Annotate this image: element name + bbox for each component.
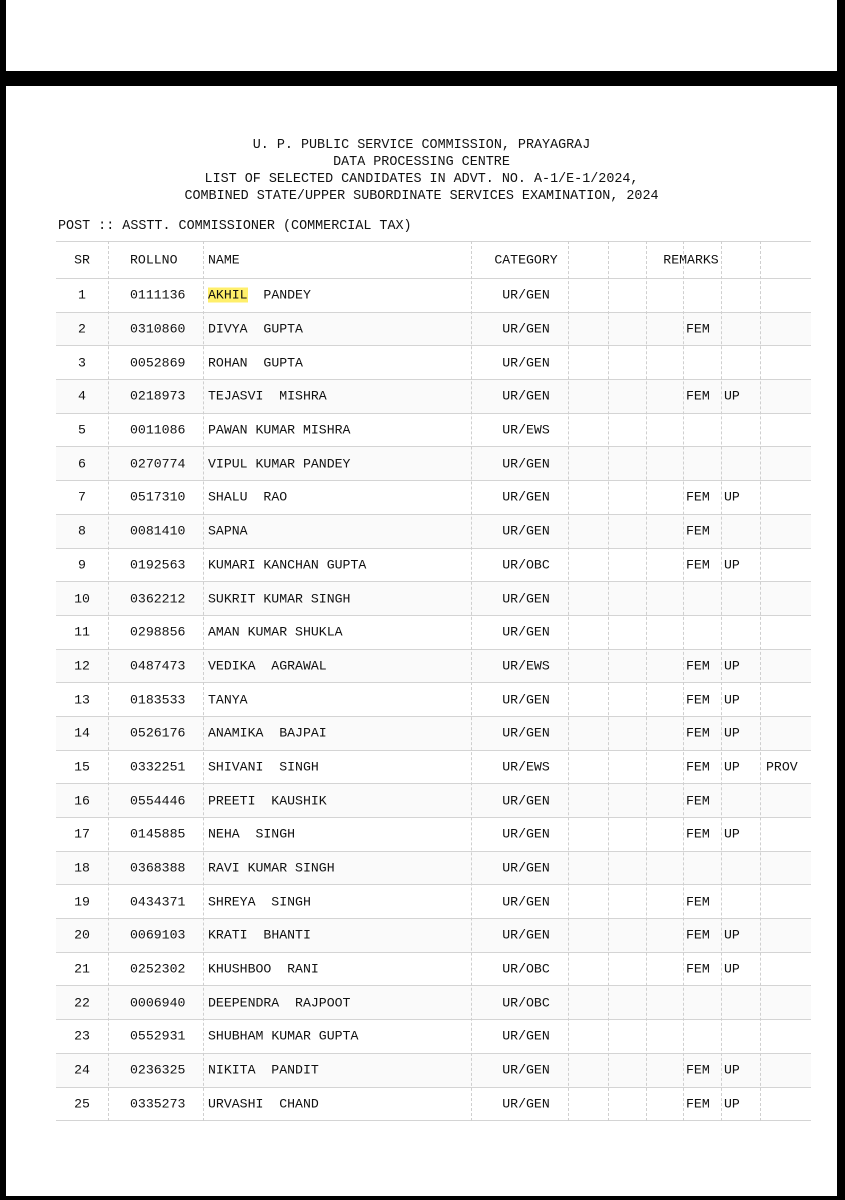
name-rest: CHAND [263,1096,319,1112]
column-divider [683,241,684,1121]
cell-rollno: 0335273 [130,1096,186,1112]
name-first: ROHAN [208,355,248,371]
cell-sr: 15 [74,759,90,775]
cell-name [208,928,311,943]
name-rest: RAO [247,489,288,505]
table-row [56,953,811,987]
cell-category: UR/GEN [502,321,550,337]
cell-name [208,1096,319,1111]
centre-title: DATA PROCESSING CENTRE [333,155,510,170]
table-row [56,1088,811,1122]
cell-category: UR/GEN [502,1028,550,1044]
name-first: TEJASVI [208,388,264,404]
table-row [56,986,811,1020]
cell-category: UR/GEN [502,489,550,505]
table-row [56,515,811,549]
cell-name [208,995,350,1010]
cell-rollno: 0298856 [130,624,186,640]
table-row [56,885,811,919]
cell-rollno: 0069103 [130,927,186,943]
previous-page-fragment [6,0,837,71]
cell-rollno: 0081410 [130,523,186,539]
name-first: KUMARI [208,557,256,573]
cell-remark-fem: FEM [686,826,710,842]
cell-remark-fem: FEM [686,793,710,809]
table-row [56,447,811,481]
column-divider [568,241,569,1121]
cell-remark-fem: FEM [686,388,710,404]
cell-sr: 4 [78,388,86,404]
cell-category: UR/GEN [502,591,550,607]
name-first: VEDIKA [208,658,256,674]
cell-sr: 11 [74,624,90,640]
cell-rollno: 0554446 [130,793,186,809]
name-rest: SINGH [239,826,296,842]
name-rest: RANI [271,961,319,977]
table-row [56,784,811,818]
name-rest: KUMAR MISHRA [247,422,351,438]
cell-remark-fem: FEM [686,759,710,775]
name-rest: MISHRA [263,388,327,404]
column-divider [608,241,609,1121]
cell-remark-fem: FEM [686,557,710,573]
cell-remark-fem: FEM [686,692,710,708]
table-row [56,279,811,313]
name-rest: BAJPAI [263,725,327,741]
cell-remark-fem: FEM [686,725,710,741]
cell-remark-up: UP [724,388,740,404]
name-first: RAVI [208,860,240,876]
cell-category: UR/GEN [502,692,550,708]
cell-sr: 2 [78,321,86,337]
cell-sr: 7 [78,489,86,505]
table-row [56,818,811,852]
cell-sr: 20 [74,927,90,943]
cell-rollno: 0517310 [130,489,186,505]
name-first: PAWAN [208,422,248,438]
cell-category: UR/GEN [502,860,550,876]
cell-rollno: 0236325 [130,1062,186,1078]
cell-remark-up: UP [724,692,740,708]
cell-sr: 22 [74,995,90,1011]
name-rest: KUMAR SINGH [255,591,351,607]
cell-category: UR/GEN [502,355,550,371]
name-first: SHIVANI [208,759,264,775]
name-first: KRATI [208,927,248,943]
cell-name [208,524,248,539]
cell-sr: 17 [74,826,90,842]
cell-rollno: 0011086 [130,422,186,438]
name-rest: KANCHAN GUPTA [255,557,367,573]
cell-category: UR/GEN [502,894,550,910]
cell-name [208,793,327,808]
cell-rollno: 0006940 [130,995,186,1011]
name-rest: SINGH [263,759,319,775]
name-first: NIKITA [208,1062,256,1078]
cell-category: UR/OBC [502,961,550,977]
cell-sr: 6 [78,456,86,472]
cell-category: UR/GEN [502,793,550,809]
cell-name [208,591,350,606]
cell-remark-fem: FEM [686,1096,710,1112]
cell-category: UR/OBC [502,557,550,573]
column-divider [646,241,647,1121]
table-row [56,717,811,751]
name-first: VIPUL [208,456,248,472]
cell-rollno: 0487473 [130,658,186,674]
cell-remark-fem: FEM [686,658,710,674]
name-first: KHUSHBOO [208,961,272,977]
cell-name [208,557,366,572]
post-title: POST :: ASSTT. COMMISSIONER (COMMERCIAL TAX) [58,219,412,234]
cell-name [208,759,319,774]
cell-rollno: 0434371 [130,894,186,910]
cell-name [208,625,343,640]
name-rest: BHANTI [247,927,311,943]
cell-sr: 1 [78,287,86,303]
document-page [6,86,837,1196]
cell-remark-up: UP [724,557,740,573]
name-rest: AGRAWAL [255,658,327,674]
cell-remark-prov: PROV [766,759,798,775]
column-header-rollno: ROLLNO [130,252,178,268]
name-first: DEEPENDRA [208,995,280,1011]
cell-rollno: 0332251 [130,759,186,775]
name-rest: PANDEY [247,287,311,303]
cell-name [208,726,327,741]
list-title: LIST OF SELECTED CANDIDATES IN ADVT. NO. A-1/E-1/2024, [204,172,639,187]
cell-remark-up: UP [724,1062,740,1078]
column-divider [760,241,761,1121]
table-row [56,549,811,583]
exam-title: COMBINED STATE/UPPER SUBORDINATE SERVICES EXAMINATION, 2024 [184,189,659,204]
cell-name [208,1029,358,1044]
cell-rollno: 0145885 [130,826,186,842]
cell-remark-fem: FEM [686,489,710,505]
name-rest: PANDIT [255,1062,319,1078]
cell-remark-up: UP [724,489,740,505]
cell-rollno: 0310860 [130,321,186,337]
name-rest: KUMAR SINGH [239,860,335,876]
cell-rollno: 0252302 [130,961,186,977]
column-divider [721,241,722,1121]
cell-sr: 9 [78,557,86,573]
cell-remark-fem: FEM [686,321,710,337]
cell-name [208,423,350,438]
table-row [56,919,811,953]
column-header-sr: SR [74,252,90,268]
name-first: SHREYA [208,894,256,910]
table-row [56,683,811,717]
table-row [56,1020,811,1054]
name-first: URVASHI [208,1096,264,1112]
column-header-remarks: REMARKS [663,252,719,268]
name-first: PREETI [208,793,256,809]
column-divider [203,241,204,1121]
cell-remark-fem: FEM [686,523,710,539]
cell-name [208,456,350,471]
cell-name [208,658,327,673]
cell-remark-fem: FEM [686,894,710,910]
cell-sr: 12 [74,658,90,674]
cell-remark-up: UP [724,658,740,674]
cell-remark-up: UP [724,961,740,977]
cell-rollno: 0552931 [130,1028,186,1044]
name-rest: KAUSHIK [255,793,327,809]
cell-rollno: 0111136 [130,287,186,303]
name-first: SHALU [208,489,248,505]
table-row [56,481,811,515]
cell-category: UR/EWS [502,422,550,438]
cell-category: UR/GEN [502,456,550,472]
cell-rollno: 0362212 [130,591,186,607]
table-row [56,414,811,448]
cell-remark-up: UP [724,1096,740,1112]
cell-remark-up: UP [724,759,740,775]
commission-title: U. P. PUBLIC SERVICE COMMISSION, PRAYAGRAJ [252,138,591,153]
cell-sr: 14 [74,725,90,741]
cell-remark-up: UP [724,826,740,842]
cell-name [208,861,335,876]
cell-sr: 13 [74,692,90,708]
cell-rollno: 0052869 [130,355,186,371]
name-rest: GUPTA [247,321,303,337]
cell-category: UR/GEN [502,287,550,303]
cell-sr: 24 [74,1062,90,1078]
cell-name [208,355,303,370]
cell-category: UR/GEN [502,927,550,943]
column-header-name: NAME [208,252,240,268]
table-row [56,380,811,414]
cell-remark-up: UP [724,725,740,741]
cell-sr: 21 [74,961,90,977]
name-rest: RAJPOOT [279,995,351,1011]
cell-remark-fem: FEM [686,961,710,977]
cell-category: UR/GEN [502,1062,550,1078]
table-row [56,852,811,886]
name-rest: GUPTA [247,355,303,371]
name-rest: KUMAR SHUKLA [239,624,343,640]
name-rest: KUMAR GUPTA [263,1028,359,1044]
table-header-row [56,241,811,279]
cell-name [208,1063,319,1078]
cell-name [208,827,295,842]
cell-category: UR/GEN [502,725,550,741]
cell-remark-up: UP [724,927,740,943]
cell-name [208,490,287,505]
name-rest: SINGH [255,894,311,910]
cell-name [208,389,327,404]
cell-category: UR/GEN [502,624,550,640]
cell-sr: 16 [74,793,90,809]
cell-category: UR/GEN [502,1096,550,1112]
cell-sr: 3 [78,355,86,371]
cell-sr: 25 [74,1096,90,1112]
results-table [56,241,811,1121]
cell-rollno: 0192563 [130,557,186,573]
cell-name [208,692,248,707]
name-first: SHUBHAM [208,1028,264,1044]
table-row [56,582,811,616]
cell-remark-fem: FEM [686,927,710,943]
cell-category: UR/OBC [502,995,550,1011]
cell-category: UR/EWS [502,759,550,775]
column-divider [471,241,472,1121]
column-header-category: CATEGORY [494,252,558,268]
table-row [56,616,811,650]
cell-category: UR/EWS [502,658,550,674]
cell-sr: 8 [78,523,86,539]
cell-rollno: 0270774 [130,456,186,472]
name-first: TANYA [208,692,248,708]
cell-category: UR/GEN [502,826,550,842]
cell-rollno: 0526176 [130,725,186,741]
cell-remark-fem: FEM [686,1062,710,1078]
name-rest: KUMAR PANDEY [247,456,351,472]
cell-sr: 5 [78,422,86,438]
cell-rollno: 0218973 [130,388,186,404]
cell-sr: 10 [74,591,90,607]
cell-category: UR/GEN [502,388,550,404]
cell-name [208,894,311,909]
column-divider [108,241,109,1121]
cell-name [208,962,319,977]
cell-rollno: 0183533 [130,692,186,708]
name-first: SUKRIT [208,591,256,607]
table-row [56,751,811,785]
name-first: AKHIL [208,287,248,303]
name-first: NEHA [208,826,240,842]
cell-category: UR/GEN [502,523,550,539]
name-first: ANAMIKA [208,725,264,741]
name-first: DIVYA [208,321,248,337]
table-row [56,313,811,347]
table-row [56,346,811,380]
cell-sr: 19 [74,894,90,910]
cell-name [208,288,311,303]
cell-name [208,322,303,337]
table-row [56,1054,811,1088]
cell-sr: 18 [74,860,90,876]
table-row [56,650,811,684]
cell-rollno: 0368388 [130,860,186,876]
cell-sr: 23 [74,1028,90,1044]
name-first: SAPNA [208,523,248,539]
name-first: AMAN [208,624,240,640]
